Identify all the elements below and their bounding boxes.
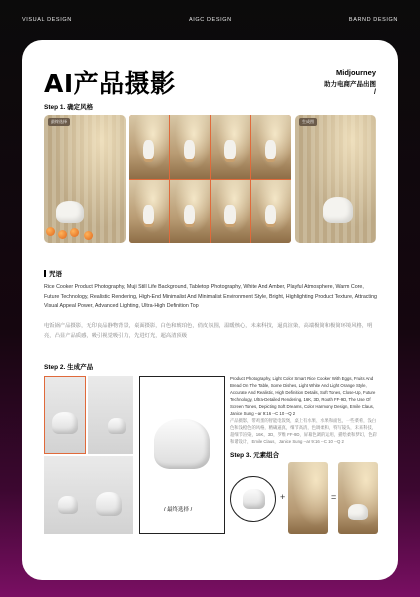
final-choice-label: / 最终选择 /	[164, 507, 193, 513]
step2-desc-cn: 产品摄影，带鸡蛋的智能电饭煲，桌上有水果、水果和面包，一些菜肴，浅白色和浅橙色的风格，精确逼真，细节高清，色调柔和，特写镜头，未来科技，超细节渲染，16K，3D，罗维 FF-9D，屏幕色调的运用，描绘柔和梦幻，色彩和谐设计，Emile Claus，Janice Sung --ar 9:16 --C 10 --Q 2	[230, 418, 377, 444]
style-grid-cell[interactable]	[170, 180, 210, 244]
generated-grid-cell[interactable]	[44, 456, 133, 534]
poster-card	[22, 40, 398, 580]
page-title: AI产品摄影	[44, 69, 176, 98]
top-bar-center: AIGC DESIGN	[189, 17, 232, 23]
step2-desc-en: Product Photography, Light Color Smart Rice Cooker With Eggs, Fruits And Bread On The Table, Some Dishes, Light White And Light Orange Style, Accurate And Realistic, High Definition Details, Soft Tones, Close-Up, Future Technology, Ultra-Detailed Rendering, 16K, 3D, Rooth FF-9D, The Use Of Screen Tones, Depicting Soft Dreams, Color Harmony Design, Emile Claus, Janice Sung --ar 9:16 --C 10 --Q 2	[230, 376, 376, 416]
style-grid-cell[interactable]	[129, 180, 169, 244]
generated-grid-cell-selected[interactable]	[44, 376, 86, 454]
element-result-photo	[338, 462, 378, 534]
rice-cooker-image	[243, 489, 265, 509]
rice-cooker-image	[348, 504, 368, 520]
style-grid-cell[interactable]	[251, 180, 291, 244]
style-grid-cell[interactable]	[211, 180, 251, 244]
brand-name: Midjourney	[335, 68, 376, 77]
heading-bar	[44, 270, 46, 277]
equals-sign: =	[331, 492, 337, 502]
element-background-photo	[288, 462, 328, 534]
element-circle	[230, 476, 276, 522]
brand-subtitle: 助力电商产品出图	[324, 81, 376, 88]
style-grid-cell[interactable]	[251, 115, 291, 179]
step2-label: Step 2. 生成产品	[44, 364, 94, 371]
generated-grid-cell[interactable]	[88, 376, 133, 454]
top-bar	[0, 0, 420, 40]
final-choice-box	[139, 376, 225, 534]
style-grid-cell[interactable]	[170, 115, 210, 179]
orange-image	[70, 228, 79, 237]
top-bar-right: BARND DESIGN	[348, 17, 398, 23]
rice-cooker-image	[52, 412, 78, 434]
orange-image	[58, 230, 67, 239]
top-bar-left: VISUAL DESIGN	[22, 17, 72, 23]
rice-cooker-image	[154, 419, 210, 469]
rice-cooker-image	[323, 197, 353, 223]
prompt-heading-text: 咒语	[49, 271, 62, 278]
brand-slash: /	[374, 89, 376, 96]
style-photo-left	[44, 115, 126, 243]
style-grid-cell[interactable]	[211, 115, 251, 179]
style-photo-right	[295, 115, 376, 243]
brand-block	[324, 68, 376, 96]
rice-cooker-image	[58, 496, 78, 514]
orange-image	[84, 231, 93, 240]
style-grid	[129, 115, 291, 243]
rice-cooker-image	[108, 418, 126, 434]
step3-label: Step 3. 元素组合	[230, 452, 280, 459]
prompt-text-en: Rice Cooker Product Photography, Muji Still Life Background, Tabletop Photography, White And Amber, Playful Atmosphere, Warm Core, Future Technology, Realistic Rendering, High-End Minimalist And Minimalist Environment Style, Bright, Highlighting Product Texture, Attracting Visual Appeal Power, Advanced Lighting, Ultra-High Definition Top	[44, 284, 377, 310]
rice-cooker-image	[96, 492, 122, 516]
prompt-text-cn: 电饭锅产品摄影，无印良品静物背景，桌面摄影，白色和琥珀色，俏皮氛围，温暖核心，未来科技，逼真渲染，高端极简和极简环境风格，明亮，凸显产品质感，吸引视觉吸引力，先进灯光，超高清顶级	[44, 323, 373, 339]
generated-tag: 生成图	[299, 118, 317, 126]
orange-image	[46, 227, 55, 236]
plus-sign: +	[280, 492, 286, 502]
step1-label: Step 1. 确定风格	[44, 104, 94, 111]
final-choice-tag: 最终选择	[48, 118, 70, 126]
style-grid-cell[interactable]	[129, 115, 169, 179]
rice-cooker-image	[56, 201, 84, 223]
prompt-heading	[44, 269, 62, 278]
